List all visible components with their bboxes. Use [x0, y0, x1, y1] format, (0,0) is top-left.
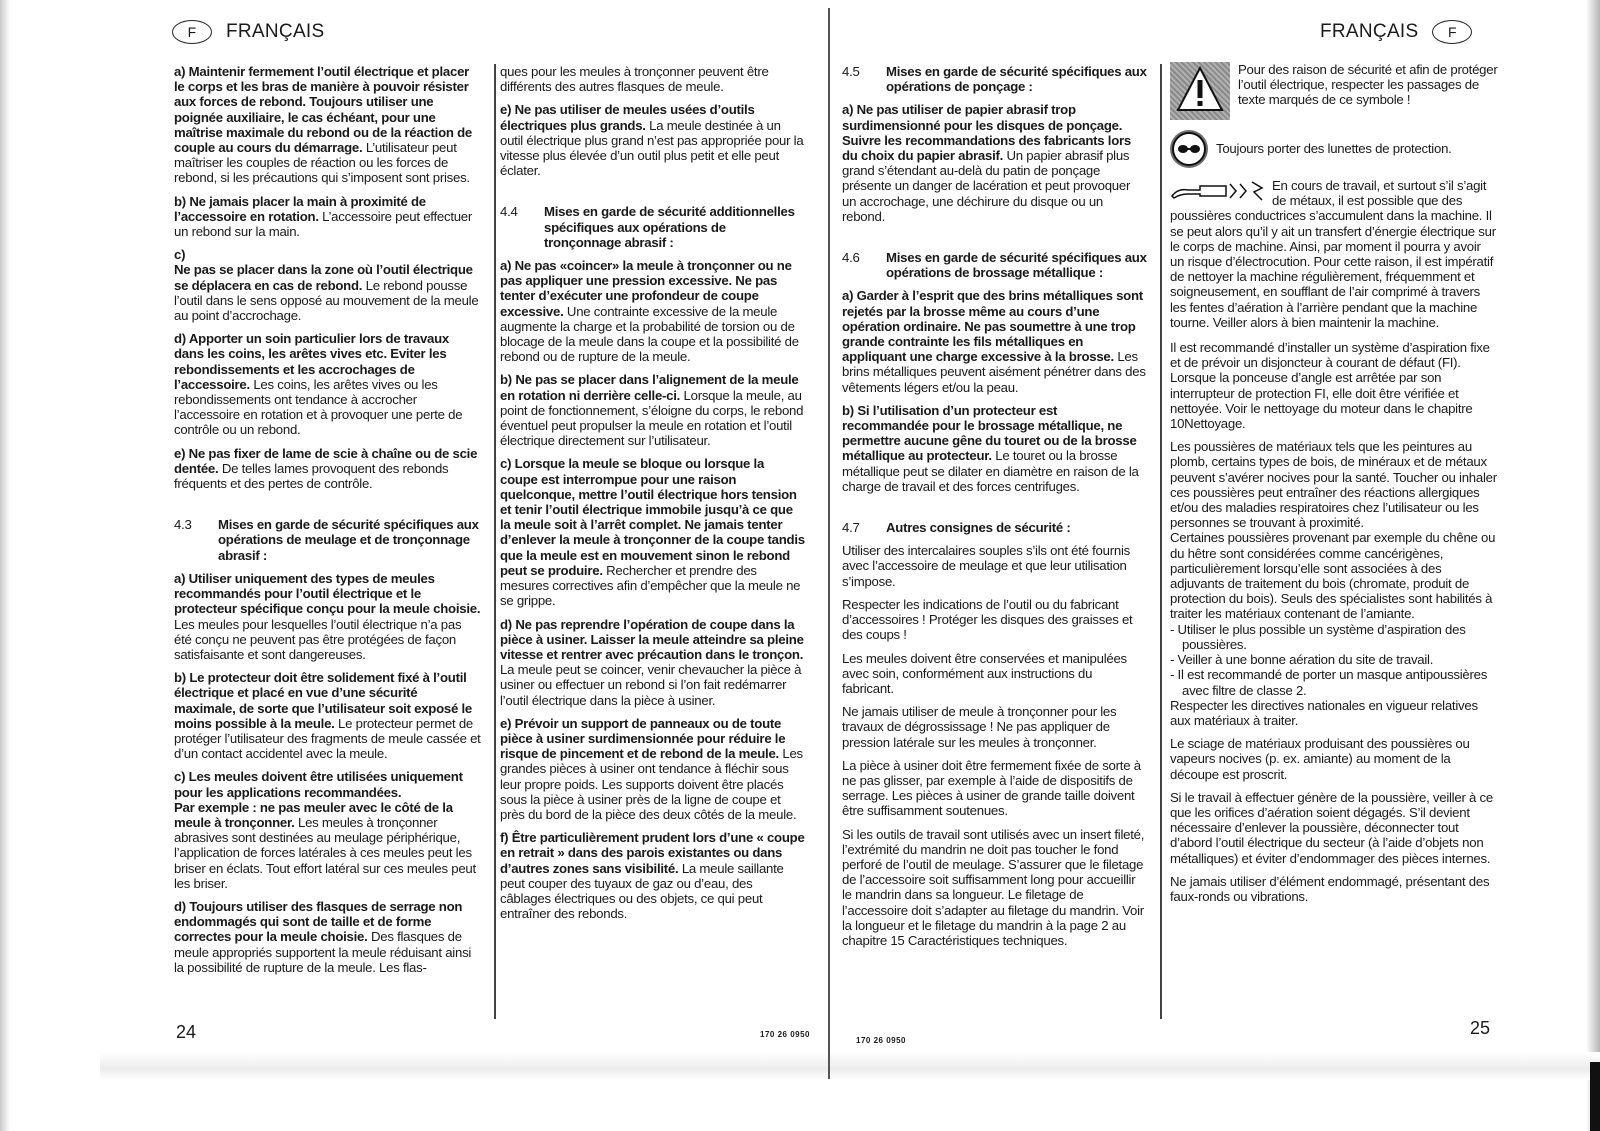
paragraph-heading: b) Le protecteur doit être solidement fixé à l’outil électrique et placé en vue d’une sécurité maximale, de sorte que l’utilisateur soit exposé le moins possible à la meule. — [174, 670, 472, 731]
dust-outro: Respecter les directives nationales en vigueur relatives aux matériaux à traiter. — [1170, 697, 1478, 728]
section-title: Autres consignes de sécurité : — [886, 520, 1071, 536]
paragraph-body: L’accessoire peut effectuer un rebond sur la main. — [174, 208, 473, 240]
paragraph-heading: b) Ne jamais placer la main à proximité de l’accessoire en rotation. — [174, 193, 426, 224]
list-item: - Il est recommandé de porter un masque antipoussières avec filtre de classe 2. — [1170, 667, 1488, 698]
paragraph — [500, 102, 805, 178]
paragraph-body: ques pour les meules à tronçonner peuvent être différents des autres flasques de meule. — [500, 64, 769, 95]
language-label: FRANÇAIS — [1320, 21, 1419, 42]
paragraph — [174, 331, 482, 437]
paragraph: Le sciage de matériaux produisant des poussières ou vapeurs nocives (p. ex. amiante) au moment de la découpe est proscrit. — [1170, 736, 1470, 782]
paragraph-body: Un papier abrasif plus grand s’étendant au-delà du patin de ponçage présente un danger de lacération et peut provoquer un accrochage, une déchirure du disque ou un rebond. — [842, 148, 1131, 224]
left-header — [172, 20, 324, 44]
paragraph — [500, 716, 805, 822]
language-badge: F — [172, 20, 212, 44]
electric-tool-icon — [1170, 178, 1266, 204]
paragraph-body: Des flasques de meule appropriés supportent la meule réduisant ainsi la possibilité de rupture de la meule. Les flas- — [174, 929, 472, 975]
paragraph-body: Une contrainte excessive de la meule augmente la charge et la probabilité de torsion ou de blocage de la meule dans la coupe et la possibilité de rebond ou de rupture de la meule. — [500, 303, 799, 365]
page-number: 24 — [176, 1022, 197, 1042]
paragraph-body: Lorsque la meule, au point de fonctionnement, s’éloigne du corps, le rebond éventuel peut propulser la meule en rotation et l’outil électrique directement sur l’utilisateur. — [500, 387, 804, 449]
section-title: Mises en garde de sécurité spécifiques aux opérations de brossage métallique : — [886, 250, 1147, 281]
column-rule — [1160, 64, 1162, 1019]
paragraph — [842, 403, 1147, 494]
dust-intro: Les poussières de matériaux tels que les peintures au plomb, certains types de bois, de minéraux et de métaux peuvent s’avérer nocives pour la santé. Toucher ou inhaler ces poussières peut entraîner des réactions allergiques et/ou des maladies respiratoires chez l’utilisateur ou les personnes se trouvant à proximité. Certaines poussières provenant par exemple du chêne ou du hêtre sont considérées comme cancérigènes, particulièrement lorsqu’elle sont associées à des adjuvants de traitement du bois (chromate, produit de protection du bois). Seuls des spécialistes sont habilités à traiter les matériaux contenant de l’amiante. — [1170, 439, 1497, 622]
paragraph — [842, 288, 1147, 394]
paragraph: Respecter les indications de l’outil ou du fabricant d’accessoires ! Protéger les disques des graisses et des coups ! — [842, 596, 1133, 643]
warning-triangle-icon — [1170, 62, 1230, 120]
paragraph-body: Les meules pour lesquelles l’outil électrique n’a pas été conçu ne peuvent pas être protégées de façon satisfaisante et sont dangereuses. — [174, 616, 462, 662]
paragraph-heading: b) Si l’utilisation d’un protecteur est recommandée pour le brossage métallique, ne permettre aucune gêne du touret ou de la brosse métallique au protecteur. — [842, 402, 1137, 464]
paragraph — [174, 446, 482, 492]
section-title: Mises en garde de sécurité spécifiques aux opérations de meulage et de tronçonnage abrasif : — [218, 517, 479, 563]
paragraph-heading: c) Les meules doivent être utilisées uniquement pour les applications recommandées. Par exemple : ne pas meuler avec le côté de la meule à tronçonner. — [174, 769, 463, 830]
paragraph-heading: d) Toujours utiliser des flasques de serrage non endommagés qui sont de taille et de forme correctes pour la meule choisie. — [174, 898, 463, 945]
metal-notice — [1170, 178, 1498, 330]
metal-text: En cours de travail, et surtout s’il s’agit de métaux, il est possible que des poussières conductrices s’accumulent dans la machine. Il se peut alors qu’il y ait un transfert d’énergie électrique sur le corps de machine. Ainsi, par moment il pourra y avoir un risque d’électrocution. Pour cette raison, il est impératif de nettoyer la machine régulièrement, fréquemment et soigneusement, en soufflant de l’air comprimé à travers les fentes d’aération à l’arrière pendant que la machine tourne. Veiller alors à bien maintenir la machine. — [1170, 178, 1496, 330]
paragraph — [174, 64, 482, 186]
right-header — [1320, 20, 1472, 44]
paragraph: Ne jamais utiliser de meule à tronçonner pour les travaux de dégrossissage ! Ne pas appliquer de pression latérale sur les meules à tronçonner. — [842, 704, 1117, 750]
paragraph-heading: f) Être particulièrement prudent lors d’une « coupe en retrait » dans des parois existantes ou dans d’autres zones sans visibilité. — [500, 830, 805, 876]
paragraph — [174, 769, 482, 891]
paragraph — [500, 456, 805, 608]
left-column-2 — [500, 64, 805, 929]
paragraph: Les meules doivent être conservées et manipulées avec soin, conformément aux instructions du fabricant. — [842, 650, 1127, 696]
paragraph-heading: a) Garder à l’esprit que des brins métalliques sont rejetés par la brosse même au cours d’une opération ordinaire. Ne pas soumettre à une trop grande contrainte les fils métalliques en appliquant une charge excessive à la brosse. — [842, 288, 1143, 365]
right-column-2-body — [1170, 340, 1498, 904]
paragraph: Utiliser des intercalaires souples s’ils ont été fournis avec l’accessoire de meulage et que leur utilisation s’impose. — [842, 543, 1130, 589]
paragraph-heading: d) Ne pas reprendre l’opération de coupe dans la pièce à usiner. Laisser la meule atteindre sa pleine vitesse et rentrer avec précaution dans le tronçon. — [500, 616, 804, 662]
paragraph-body: Le protecteur permet de protéger l’utilisateur des fragments de meule cassée et d’un contact accidentel avec la meule. — [174, 715, 481, 762]
paragraph — [174, 247, 482, 323]
document-ref: 170 26 0950 — [760, 1030, 810, 1039]
paragraph: Il est recommandé d’installer un système d’aspiration fixe et de prévoir un disjoncteur à courant de défaut (FI). Lorsque la ponceuse d’angle est arrêtée par son interrupteur de protection FI, elle doit être vérifiée et nettoyée. Voir le nettoyage du moteur dans le chapitre 10Nettoyage. — [1170, 340, 1490, 432]
paragraph-heading: e) Ne pas utiliser de meules usées d’outils électriques plus grands. — [500, 102, 755, 133]
goggle-notice — [1170, 130, 1498, 168]
paragraph — [842, 102, 1147, 224]
list-item: - Utiliser le plus possible un système d’aspiration des poussières. — [1170, 621, 1466, 652]
paragraph-body: La meule destinée à un outil électrique plus grand n’est pas appropriée pour la vitesse plus élevée d’un outil plus petit et elle peut éclater. — [500, 117, 804, 179]
language-label: FRANÇAIS — [226, 21, 325, 42]
paragraph-heading: e) Ne pas fixer de lame de scie à chaîne ou de scie dentée. — [174, 445, 478, 476]
paragraph — [174, 670, 482, 761]
paragraph-body: Le rebond pousse l’outil dans le sens opposé au mouvement de la meule au point d’accrochage. — [174, 277, 479, 324]
section-heading — [842, 250, 1147, 280]
paragraph-heading: c) Lorsque la meule se bloque ou lorsque la coupe est interrompue pour une raison quelconque, mettre l’outil électrique hors tension et tenir l’outil électrique immobile jusqu’à ce que la meule soit à l’arrêt complet. Ne jamais tenter d’enlever la meule à tronçonner de la coupe tandis que la meule est en mouvement sinon le rebond peut se produire. — [500, 456, 805, 578]
section-heading — [500, 204, 805, 250]
section-title: Mises en garde de sécurité additionnelles spécifiques aux opérations de tronçonnage abrasif : — [544, 204, 795, 250]
warning-notice — [1170, 62, 1498, 120]
paragraph-body: La meule peut se coincer, venir chevaucher la pièce à usiner ou effectuer un rebond si l’on fait redémarrer l’outil électrique dans la pièce à usiner. — [500, 662, 802, 708]
section-number: 4.7 — [842, 520, 860, 536]
paragraph — [500, 617, 805, 708]
paragraph-heading: a) Ne pas «coincer» la meule à tronçonner ou ne pas appliquer une pression excessive. Ne pas tenter d’exécuter une profondeur de coupe excessive. — [500, 258, 792, 319]
section-number: 4.5 — [842, 64, 860, 79]
paragraph — [500, 830, 805, 921]
dust-list — [1170, 622, 1498, 698]
paragraph-body: Rechercher et prendre des mesures correctives afin d’empêcher que la meule ne se grippe. — [500, 562, 801, 609]
section-heading — [174, 517, 482, 563]
paragraph-heading: a) Maintenir fermement l’outil électrique et placer le corps et les bras de manière à pouvoir résister aux forces de rebond. Toujours utiliser une poignée auxiliaire, le cas échéant, pour une maîtrise maximale du rebond ou de la réaction de couple au cours du démarrage. — [174, 64, 472, 156]
paragraph-body: Les brins métalliques peuvent aisément pénétrer dans des vêtements légers et/ou la peau. — [842, 349, 1146, 395]
paragraph: La pièce à usiner doit être fermement fixée de sorte à ne pas glisser, par exemple à l’aide de dispositifs de serrage. Les pièces à usiner de grande taille doivent être suffisamment soutenues. — [842, 757, 1141, 819]
paragraph — [500, 258, 805, 364]
section-number: 4.6 — [842, 250, 860, 266]
paragraph-body: Le touret ou la brosse métallique peut se dilater en diamètre en raison de la charge de travail et des forces centrifuges. — [842, 448, 1139, 494]
paragraph-heading: a) Utiliser uniquement des types de meules recommandés pour l’outil électrique et le protecteur spécifique conçu pour la meule choisie. — [174, 570, 481, 617]
paragraph: Si le travail à effectuer génère de la poussière, veiller à ce que les orifices d’aération soient dégagés. S’il devient nécessaire d’enlever la poussière, déconnecter tout d’abord l’outil électrique du secteur (à l’aide d’objets non métalliques) et éviter d’endommager des pièces internes. — [1170, 789, 1493, 866]
page-number: 25 — [1470, 1018, 1491, 1038]
section-number: 4.4 — [500, 204, 518, 220]
paragraph-heading: a) Ne pas utiliser de papier abrasif trop surdimensionné pour les disques de ponçage. Suivre les recommandations des fabricants lors du choix du papier abrasif. — [842, 102, 1131, 164]
paragraph-heading: c) Ne pas se placer dans la zone où l’outil électrique se déplacera en cas de rebond. — [174, 247, 473, 293]
section-title: Mises en garde de sécurité spécifiques aux opérations de ponçage : — [886, 64, 1147, 95]
section-heading — [842, 64, 1147, 94]
goggle-text: Toujours porter des lunettes de protection. — [1216, 141, 1452, 157]
section-number: 4.3 — [174, 517, 192, 533]
right-page — [830, 0, 1600, 1131]
paragraph — [174, 194, 482, 240]
paragraph — [174, 571, 482, 662]
paragraph-body: Les meules à tronçonner abrasives sont destinées au meulage périphérique, l’application de forces latérales à ces meules peut les briser en éclats. Tout effort latéral sur ces meules peut les briser. — [174, 814, 476, 891]
paragraph — [500, 372, 805, 448]
safety-goggles-icon — [1170, 130, 1208, 168]
paragraph-body: Les coins, les arêtes vives ou les rebondissements ont tendance à accrocher l’accessoire en rotation et à provoquer une perte de contrôle ou un rebond. — [174, 376, 463, 438]
right-column-2 — [1170, 62, 1498, 912]
paragraph — [174, 899, 482, 975]
paragraph-heading: e) Prévoir un support de panneaux ou de toute pièce à usiner surdimensionnée pour réduire le risque de pincement et de rebond de la meule. — [500, 715, 786, 762]
paragraph — [500, 64, 805, 94]
warning-text: Pour des raison de sécurité et afin de protéger l’outil électrique, respecter les passages de texte marqués de ce symbole ! — [1238, 62, 1498, 108]
list-item: - Veiller à une bonne aération du site de travail. — [1170, 652, 1434, 668]
language-badge: F — [1432, 20, 1472, 44]
paragraph-body: De telles lames provoquent des rebonds fréquents et des pertes de contrôle. — [174, 460, 449, 492]
paragraph-body: La meule saillante peut couper des tuyaux de gaz ou d’eau, des câblages électriques ou des objets, ce qui peut entraîner des rebonds. — [500, 860, 784, 922]
paragraph-body: L’utilisateur peut maîtriser les couples de réaction ou les forces de rebond, si les précautions qui s’imposent sont prises. — [174, 140, 470, 186]
column-rule — [494, 64, 496, 1019]
right-column-1 — [842, 64, 1147, 956]
paragraph-body: Les grandes pièces à usiner ont tendance à fléchir sous leur propre poids. Les supports doivent être placés sous la pièce à usiner près de la ligne de coupe et près du bord de la pièce des deux côtés de la meule. — [500, 746, 803, 822]
document-ref: 170 26 0950 — [856, 1036, 906, 1045]
paragraph-heading: d) Apporter un soin particulier lors de travaux dans les coins, les arêtes vives etc. Eviter les rebondissements et les accrochages de l’accessoire. — [174, 331, 450, 392]
section-heading — [842, 520, 1147, 535]
paragraph-heading: b) Ne pas se placer dans l’alignement de la meule en rotation ni derrière celle-ci. — [500, 372, 799, 403]
paragraph: Ne jamais utiliser d’élément endommagé, présentant des faux-ronds ou vibrations. — [1170, 873, 1490, 904]
paragraph: Si les outils de travail sont utilisés avec un insert fileté, l’extrémité du mandrin ne doit pas toucher le fond perforé de l’outil de meulage. S’assurer que le filetage de l’accessoire soit suffisamment long pour accueillir le mandrin dans sa longueur. Le filetage de l’accessoire doit s’adapter au filetage du mandrin. Voir la longueur et le filetage du mandrin à la page 2 au chapitre 15 Caractéristiques techniques. — [842, 826, 1145, 948]
left-column-1 — [174, 64, 482, 983]
